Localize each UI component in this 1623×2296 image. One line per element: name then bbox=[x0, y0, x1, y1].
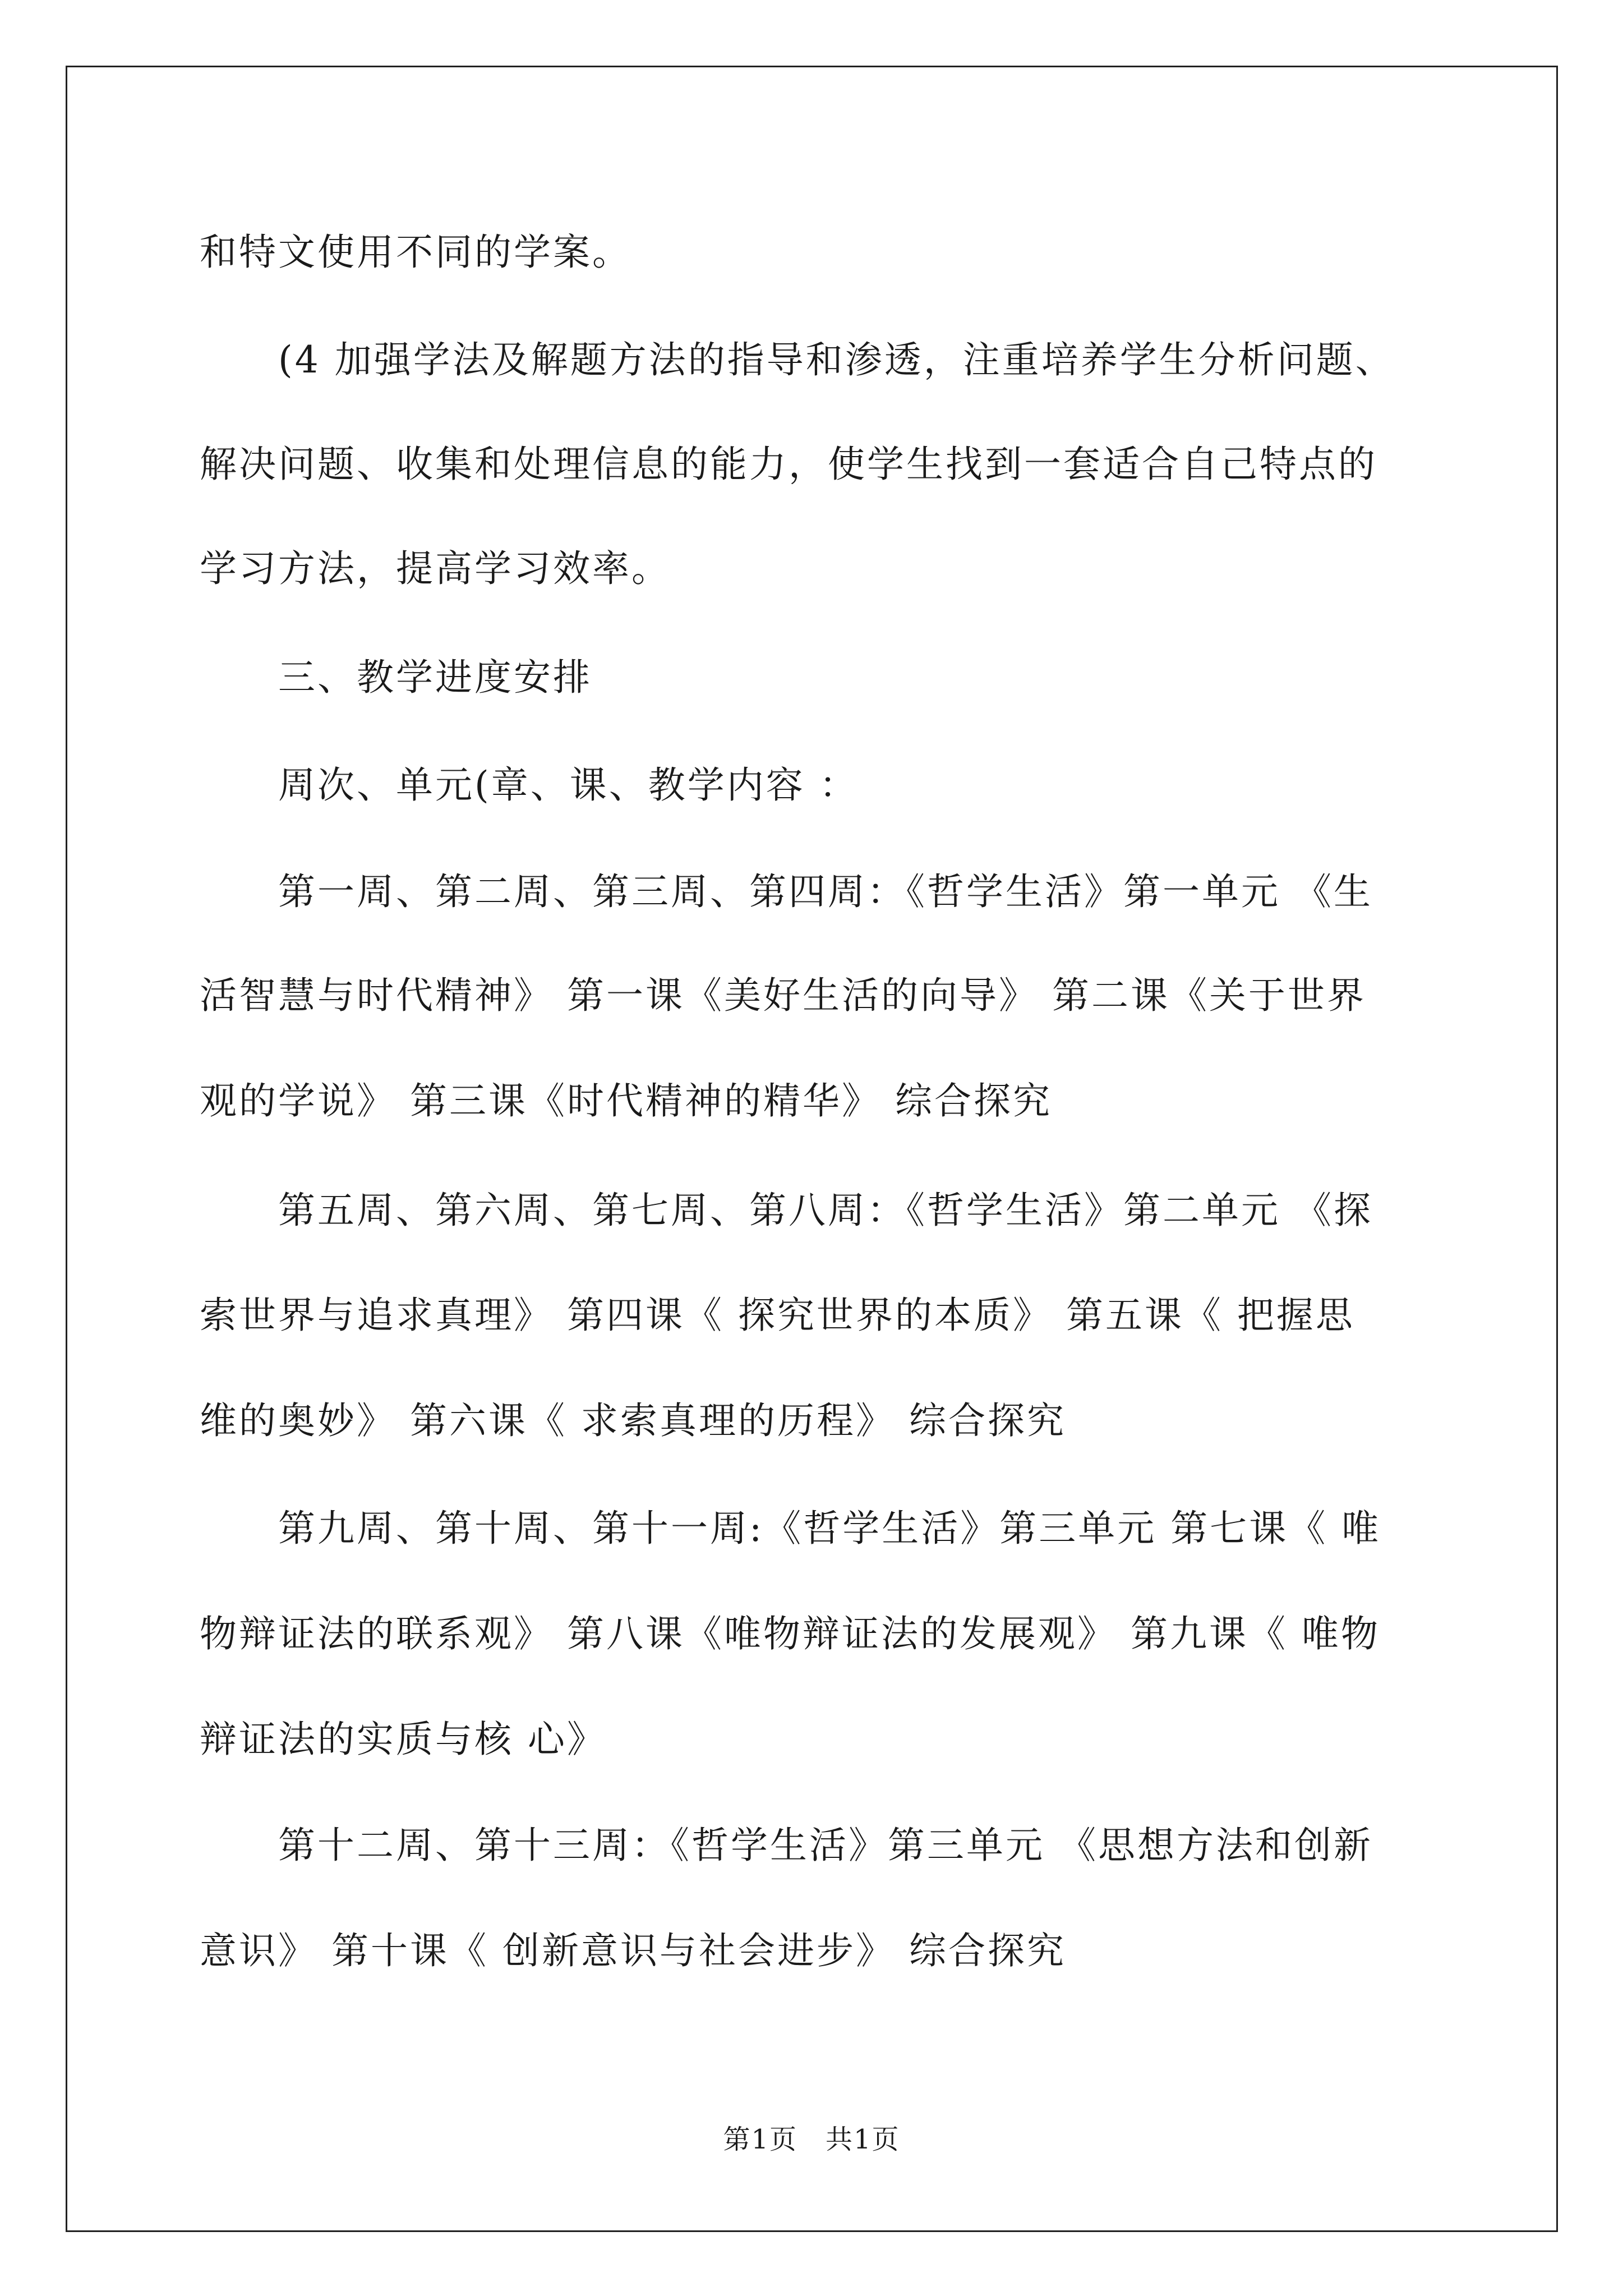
text-line: 索世界与追求真理》 第四课《 探究世界的本质》 第五课《 把握思 bbox=[200, 1294, 1355, 1337]
text-line: 和特文使用不同的学案。 bbox=[200, 231, 631, 274]
text-line: 第五周、第六周、第七周、第八周：《哲学生活》第二单元 《探 bbox=[200, 1189, 1373, 1232]
text-line: 意识》 第十课《 创新意识与社会进步》 综合探究 bbox=[200, 1929, 1066, 1972]
page-number-footer: 第1页 共1页 bbox=[723, 2124, 900, 2155]
text-line: 学习方法，提高学习效率。 bbox=[200, 547, 671, 590]
text-line: (4 加强学法及解题方法的指导和渗透，注重培养学生分析问题、 bbox=[200, 338, 1395, 381]
page-border bbox=[66, 66, 1558, 2232]
text-line: 活智慧与时代精神》 第一课《美好生活的向导》 第二课《关于世界 bbox=[200, 974, 1366, 1017]
text-line: 维的奥妙》 第六课《 求索真理的历程》 综合探究 bbox=[200, 1399, 1066, 1442]
text-line: 第十二周、第十三周：《哲学生活》第三单元 《思想方法和创新 bbox=[200, 1824, 1373, 1867]
text-line: 解决问题、收集和处理信息的能力，使学生找到一套适合自己特点的 bbox=[200, 443, 1377, 486]
text-line: 物辩证法的联系观》 第八课《唯物辩证法的发展观》 第九课《 唯物 bbox=[200, 1612, 1380, 1655]
text-line: 观的学说》 第三课《时代精神的精华》 综合探究 bbox=[200, 1079, 1052, 1122]
text-line: 第一周、第二周、第三周、第四周：《哲学生活》第一单元 《生 bbox=[200, 870, 1373, 913]
text-line: 辩证法的实质与核 心》 bbox=[200, 1718, 606, 1761]
text-line: 第九周、第十周、第十一周:《哲学生活》第三单元 第七课《 唯 bbox=[200, 1507, 1381, 1550]
section-heading: 三、教学进度安排 bbox=[200, 656, 592, 699]
text-line: 周次、单元(章、课、教学内容 ： bbox=[200, 763, 859, 807]
